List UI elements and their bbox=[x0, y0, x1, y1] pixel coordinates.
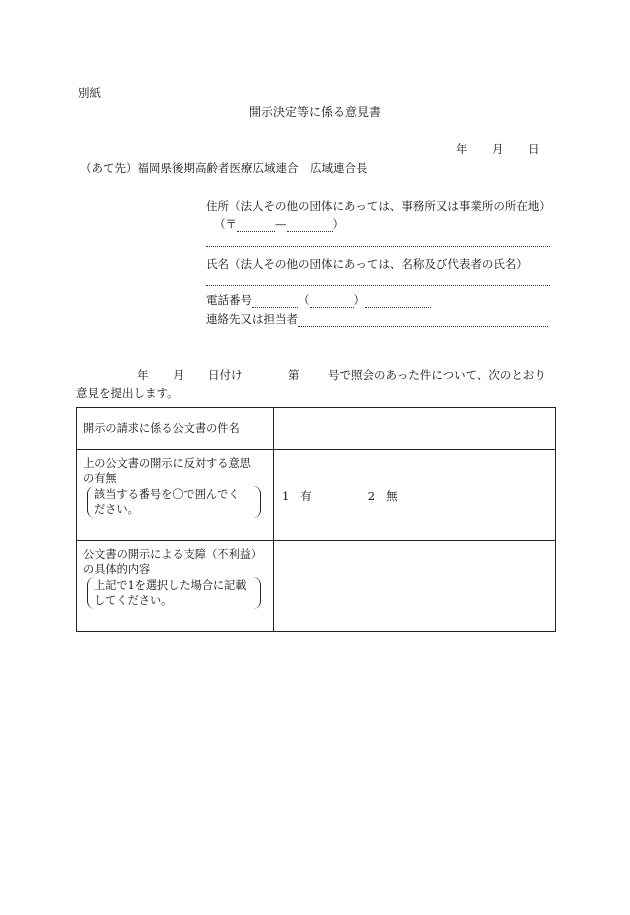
phone-paren-close: ） bbox=[353, 293, 365, 307]
postal-first-blank[interactable] bbox=[237, 217, 275, 232]
postal-second-blank[interactable] bbox=[287, 217, 333, 232]
row3-label-cell bbox=[77, 541, 274, 632]
row2-note-line1: 該当する番号を〇で囲んでく bbox=[94, 488, 240, 501]
phone-paren-open: （ bbox=[298, 293, 310, 307]
phone-local-blank[interactable] bbox=[310, 293, 354, 308]
row1-label: 開示の請求に係る公文書の件名 bbox=[83, 422, 240, 435]
option-2[interactable] bbox=[368, 489, 398, 503]
row3-note-bracket bbox=[87, 577, 261, 609]
name-label: 氏名（法人その他の団体にあっては、名称及び代表者の氏名） bbox=[206, 257, 528, 271]
option-1-number: 1 bbox=[282, 489, 290, 503]
contact-blank[interactable] bbox=[298, 312, 548, 327]
opinion-table bbox=[76, 407, 556, 632]
table-row bbox=[77, 541, 556, 632]
option-1[interactable] bbox=[282, 489, 312, 503]
phone-field[interactable] bbox=[206, 292, 431, 308]
contact-label: 連絡先又は担当者 bbox=[206, 312, 298, 326]
date-day-label: 日 bbox=[528, 142, 540, 156]
postal-dash: — bbox=[275, 217, 287, 231]
row3-note-line1: 上記で1を選択した場合に記載 bbox=[94, 579, 247, 592]
option-1-label: 有 bbox=[300, 489, 312, 503]
row2-label-line2: の有無 bbox=[83, 472, 117, 485]
objection-choice-cell[interactable] bbox=[274, 450, 556, 541]
postal-open: （〒 bbox=[214, 217, 237, 231]
postal-code-field[interactable] bbox=[214, 216, 344, 232]
row1-label-cell bbox=[77, 408, 274, 450]
detriment-input-cell[interactable] bbox=[274, 541, 556, 632]
row3-label-line1: 公文書の開示による支障（不利益） bbox=[83, 548, 263, 561]
phone-number-blank[interactable] bbox=[365, 293, 431, 308]
document-title: 開示決定等に係る意見書 bbox=[249, 105, 382, 119]
statement-dai: 第 bbox=[288, 368, 300, 382]
name-line[interactable] bbox=[206, 275, 550, 286]
row2-note-bracket bbox=[87, 486, 261, 518]
date-month-label: 月 bbox=[492, 142, 504, 156]
address-line[interactable] bbox=[206, 236, 550, 247]
row3-note-line2: してください。 bbox=[94, 594, 173, 607]
statement-year: 年 bbox=[137, 368, 149, 382]
phone-area-blank[interactable] bbox=[252, 293, 298, 308]
attachment-label: 別紙 bbox=[78, 86, 101, 100]
date-year-label: 年 bbox=[456, 142, 468, 156]
addressee: （あて先）福岡県後期高齢者医療広域連合 広域連合長 bbox=[80, 161, 368, 175]
statement-rest: 号で照会のあった件について、次のとおり bbox=[328, 368, 546, 382]
option-2-label: 無 bbox=[386, 489, 398, 503]
row2-note-line2: ださい。 bbox=[94, 503, 139, 516]
statement-line2: 意見を提出します。 bbox=[76, 386, 179, 400]
statement-dated: 日付け bbox=[208, 368, 243, 382]
row3-label-line2: の具体的内容 bbox=[83, 563, 151, 576]
subject-input-cell[interactable] bbox=[274, 408, 556, 450]
address-label: 住所（法人その他の団体にあっては、事務所又は事業所の所在地） bbox=[206, 199, 551, 213]
statement-month: 月 bbox=[173, 368, 185, 382]
phone-label: 電話番号 bbox=[206, 293, 252, 307]
postal-close: ） bbox=[332, 217, 344, 231]
option-2-number: 2 bbox=[367, 489, 376, 503]
row2-label-line1: 上の公文書の開示に反対する意思 bbox=[83, 457, 251, 470]
contact-field[interactable] bbox=[206, 311, 548, 327]
table-row bbox=[77, 450, 556, 541]
row2-label-cell bbox=[77, 450, 274, 541]
table-row bbox=[77, 408, 556, 450]
